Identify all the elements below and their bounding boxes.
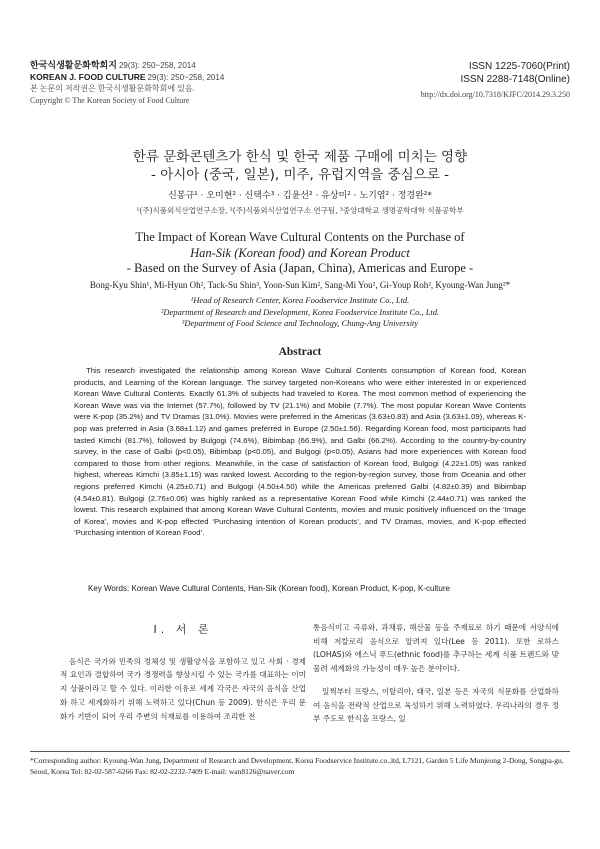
journal-line-ko — [30, 60, 330, 72]
korean-title-main: 한류 문화콘텐츠가 한식 및 한국 제품 구매에 미치는 영향 — [132, 149, 468, 165]
affiliation-2: ²Department of Research and Development, Korea Foodservice Institute Co., Ltd. — [160, 306, 440, 317]
intro-left-column — [60, 621, 306, 723]
keywords — [88, 584, 528, 593]
intro-right-column — [313, 621, 559, 726]
english-affiliations — [30, 295, 570, 330]
issn-block — [310, 60, 570, 101]
korean-authors: 신봉규¹ · 오미현² · 신택수³ · 김윤선² · 유상미² · 노기엽² · 정경완²* — [168, 191, 432, 201]
journal-name-en: KOREAN J. FOOD CULTURE — [30, 71, 146, 82]
korean-title — [30, 148, 570, 184]
issn-print: ISSN 1225-7060(Print) — [468, 61, 570, 72]
english-title-line1: The Impact of Korean Wave Cultural Contents on the Purchase of — [135, 230, 465, 244]
copyright-ko: 본 논문의 저작권은 한국식생활문화학회에 있음. — [30, 84, 195, 93]
journal-volume-en: 29(3): 250~258, 2014 — [147, 72, 225, 82]
english-title-line3: - Based on the Survey of Asia (Japan, China), Americas and Europe - — [126, 261, 474, 275]
korean-affiliations: ¹(주)식품외식산업연구소장, ²(주)식품외식산업연구소 연구팀, ³중앙대학교 생명공학대학 식품공학부 — [136, 206, 464, 215]
journal-volume-ko: 29(3): 250~258, 2014 — [118, 61, 196, 70]
section-heading-introduction: I. 서 론 — [153, 623, 213, 636]
doi-link[interactable]: http://dx.doi.org/10.7318/KJFC/2014.29.3.250 — [420, 90, 570, 99]
korean-title-sub: - 아시아 (중국, 일본), 미주, 유럽지역을 중심으로 - — [151, 167, 449, 183]
intro-paragraph-2: 통음식이고 곡류와, 과채류, 해산물 등을 주재료로 하기 때문에 서양식에 비해 저칼로리 음식으로 알려져 있다(Lee 등 2011). 또한 로하스(LOHAS)와 에스닉 푸드(ethnic food)를 추구하는 세계 식품 트렌드와 맞물려 세계화의 가능성이 매우 높은 분야이다. — [313, 623, 559, 674]
corresponding-author-footnote: *Corresponding author: Kyoung-Wan Jung, Department of Research and Development, Korea Foodservice Institute.co.,ltd, L7121, Garden 5 Life Munjeong 2-Dong, Songpa-gu, Seoul, Korea Tel: 82-02-587-6266 Fax: 82-02-2232-7409 E-mail: wan8126@naver.com — [30, 756, 564, 776]
journal-name-ko: 한국식생활문화학회지 — [30, 60, 117, 70]
intro-paragraph-3: 일찍부터 프랑스, 이탈리아, 태국, 일본 등은 자국의 식문화를 산업화하여 음식을 전략적 산업으로 육성하기 위해 노력하였다. 우리나라의 경우 정부 주도로 한식을 프랑스, 일 — [313, 686, 559, 724]
footnote-divider — [30, 751, 570, 752]
issn-online: ISSN 2288-7148(Online) — [460, 74, 570, 85]
english-title-line2: Han-Sik (Korean food) and Korean Product — [190, 245, 410, 260]
intro-paragraph-1: 음식은 국가와 민족의 정체성 및 생활양식을 포함하고 있고 사회 · 경제적 요인과 결합하여 국가 경쟁력을 향상시킬 수 있는 국가를 대표하는 이미지 상품이라고 할 수 있다. 이러한 이유로 세계 각국은 자국의 음식을 산업화 하고 세계화하기 위해 노력하고 있다(Chun 등 2009). 한식은 우리 문화가 기반이 되어 우리 주변의 식재료를 이용하여 조리한 전 — [60, 656, 306, 721]
journal-line-en — [30, 72, 330, 84]
abstract-heading: Abstract — [278, 346, 322, 358]
journal-header — [30, 60, 330, 106]
abstract-body — [74, 365, 526, 539]
keywords-label: Key Words: — [88, 584, 130, 593]
keywords-list: Korean Wave Cultural Contents, Han-Sik (Korean food), Korean Product, K-pop, K-culture — [131, 584, 450, 593]
english-title — [30, 230, 570, 277]
english-authors: Bong-Kyu Shin¹, Mi-Hyun Oh², Tack-Su Shin³, Yoon-Sun Kim², Sang-Mi You², Gi-Youp Roh², Kyoung-Wan Jung²* — [89, 280, 511, 290]
abstract-text: This research investigated the relationship among Korean Wave Cultural Contents consumption of Korean food, Korean products, and Learning of the Korean language. The survey targeted non-Koreans who were either interested in or experienced Korean Wave Cultural Contents. Exactly 61.3% of subjects had traveled to Korea. The most common method of experiencing the Korean Wave was via the Internet (57.7%), followed by TV (21.1%) and Mobile (7.7%). The most popular Korean Wave Contents were K-pop (35.2%) and TV Dramas (31.0%). Movies were preferred in the Americas (3.63±0.83) and Asia (3.63±1.09), whereas K-pop was preferred in Asia (3.68±1.12) and games preferred in Europe (2.50±1.56). Regarding Korean food, most participants had tasted Kimchi (81.7%), followed by Bulgogi (74.6%), Bibimbap (66.9%), and Galbi (66.2%). According to the country-by-country survey, in the case of Galbi (p<0.05), Bibimbap (p<0.05), and Bulgogi (p<0.05), Asians had more experiences with Korean food compared to those from other regions. Meanwhile, in the case of satisfaction of Korean food, Bulgogi (4.22±1.05) was ranked highest, whereas Kimchi (3.85±1.15) was ranked lowest. According to the region-by-region survey, those from Oceania and other regions preferred Kimchi (4.25±0.71) and Bulgogi (4.50±4.50) while the Americas preferred Galbi (4.82±0.39) and Bibimbap (4.54±0.81). Bulgogi (2.76±0.06) was highly ranked as a representative Korean Food while Kimchi (2.44±0.71) was ranked the lowest. This research explained that among Korean Wave Cultural Contents, movies and music positively influenced on the ‘Image of Korea’, movies and K-pop effected ‘Purchasing intention of Korean products’, and TV Dramas, movies, and K-pop effected ‘Purchasing intention of Korean Food’. — [74, 366, 526, 538]
copyright-en: Copyright © The Korean Society of Food Culture — [30, 95, 190, 105]
affiliation-1: ¹Head of Research Center, Korea Foodservice Institute Co., Ltd. — [190, 295, 410, 305]
affiliation-3: ³Department of Food Science and Technology, Chung-Ang University — [181, 318, 419, 328]
